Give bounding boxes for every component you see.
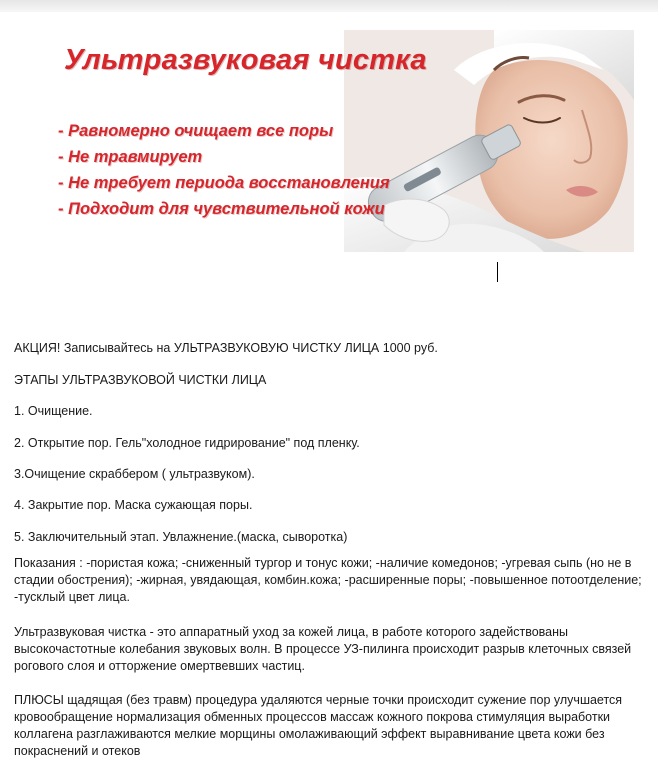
step-item: 5. Заключительный этап. Увлажнение.(маска, сыворотка) [14, 530, 348, 544]
banner-benefit-item: - Не травмирует [58, 148, 203, 166]
step-item: 3.Очищение скраббером ( ультразвуком). [14, 467, 255, 481]
banner-benefit-item: - Не требует периода восстановления [58, 174, 390, 192]
indications-paragraph: Показания : -пористая кожа; -сниженный тургор и тонус кожи; -наличие комедонов; -угревая сыпь (но не в стадии обострения); -жирная, увядающая, комбин.кожа; -расширенные поры; -повышенное потоотделение; -тусклый цвет лица. [14, 556, 642, 604]
banner-benefits-list [58, 118, 390, 222]
description-paragraph: Ультразвуковая чистка - это аппаратный уход за кожей лица, в работе которого задействованы высокочастотные колебания звуковых волн. В процессе УЗ-пилинга происходит разрыв клеточных связей рогового слоя и отторжение омертвевших частиц. [14, 625, 632, 673]
empty-text-area[interactable] [44, 258, 634, 316]
promo-paragraph: АКЦИЯ! Записывайтесь на УЛЬТРАЗВУКОВУЮ ЧИСТКУ ЛИЦА 1000 руб. [14, 341, 438, 355]
step-item: 4. Закрытие пор. Маска сужающая поры. [14, 498, 253, 512]
step-item: 2. Открытие пор. Гель"холодное гидрирование" под пленку. [14, 436, 360, 450]
banner-benefit-item: - Подходит для чувствительной кожи [58, 200, 385, 218]
benefits-paragraph: ПЛЮСЫ щадящая (без травм) процедура удаляются черные точки происходит сужение пор улучшается кровообращение нормализация обменных процессов массаж кожного покрова стимуляция выработки коллагена разглаживаются мелкие морщины омолаживающий эффект выравнивание цвета кожи без покраснений и отеков [14, 693, 623, 758]
banner-benefit-item: - Равномерно очищает все поры [58, 122, 334, 140]
promo-banner [44, 30, 634, 252]
banner-title: Ультразвуковая чистка [64, 44, 427, 76]
top-strip [0, 0, 658, 12]
step-item: 1. Очищение. [14, 404, 93, 418]
text-cursor [497, 262, 498, 282]
stages-heading: ЭТАПЫ УЛЬТРАЗВУКОВОЙ ЧИСТКИ ЛИЦА [14, 373, 267, 387]
